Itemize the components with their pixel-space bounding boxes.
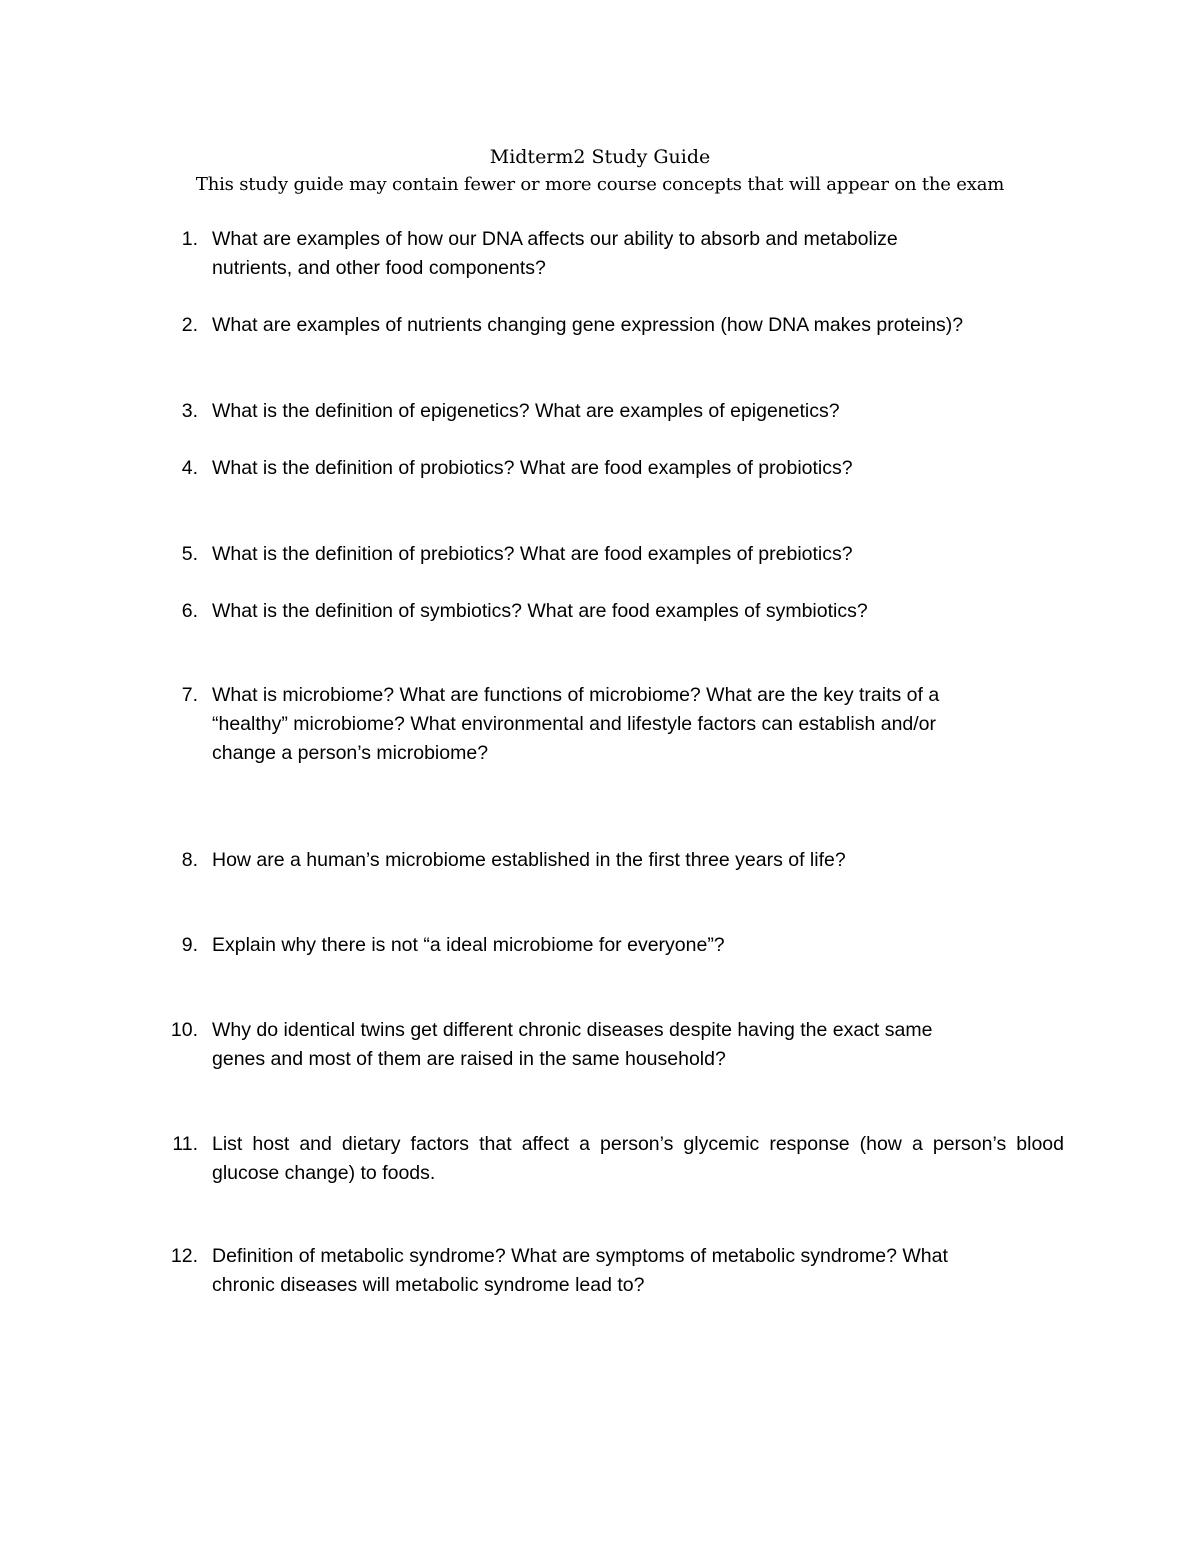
question-text: What are examples of nutrients changing gene expression (how DNA makes proteins)?: [212, 314, 964, 336]
question-text: How are a human’s microbiome established in the first three years of life?: [212, 849, 846, 871]
question-number: 10.: [170, 1019, 198, 1041]
question-text: Definition of metabolic syndrome? What are symptoms of metabolic syndrome? What chronic diseases will metabolic syndrome lead to?: [212, 1245, 948, 1296]
page-title: Midterm2 Study Guide: [489, 146, 711, 168]
question-text: What is the definition of prebiotics? What are food examples of prebiotics?: [212, 543, 853, 565]
question-number: 2.: [181, 314, 198, 336]
question-number: 1.: [181, 228, 198, 250]
question-number: 12.: [170, 1245, 198, 1267]
question-text: What are examples of how our DNA affects our ability to absorb and metabolize nutrients, and other food components?: [212, 228, 898, 279]
question-text: What is the definition of probiotics? What are food examples of probiotics?: [212, 457, 853, 479]
question-text: What is the definition of symbiotics? What are food examples of symbiotics?: [212, 600, 868, 622]
question-number: 6.: [181, 600, 198, 622]
question-number: 11.: [172, 1133, 198, 1155]
question-text: Explain why there is not “a ideal microbiome for everyone”?: [212, 934, 725, 956]
question-number: 7.: [181, 684, 198, 706]
question-text: What is microbiome? What are functions of microbiome? What are the key traits of a “healthy” microbiome? What environmental and lifestyle factors can establish and/or change a person’s microbiome?: [212, 684, 940, 764]
page-subtitle: This study guide may contain fewer or more course concepts that will appear on the exam: [195, 174, 1005, 195]
question-number: 8.: [181, 849, 198, 871]
question-text: What is the definition of epigenetics? What are examples of epigenetics?: [212, 400, 840, 422]
question-number: 9.: [181, 934, 198, 956]
question-text: Why do identical twins get different chronic diseases despite having the exact same genes and most of them are raised in the same household?: [212, 1019, 933, 1070]
question-number: 5.: [181, 543, 198, 565]
question-number: 3.: [181, 400, 198, 422]
question-text: List host and dietary factors that affect a person’s glycemic response (how a person’s blood glucose change) to foods.: [212, 1133, 1064, 1184]
question-number: 4.: [181, 457, 198, 479]
